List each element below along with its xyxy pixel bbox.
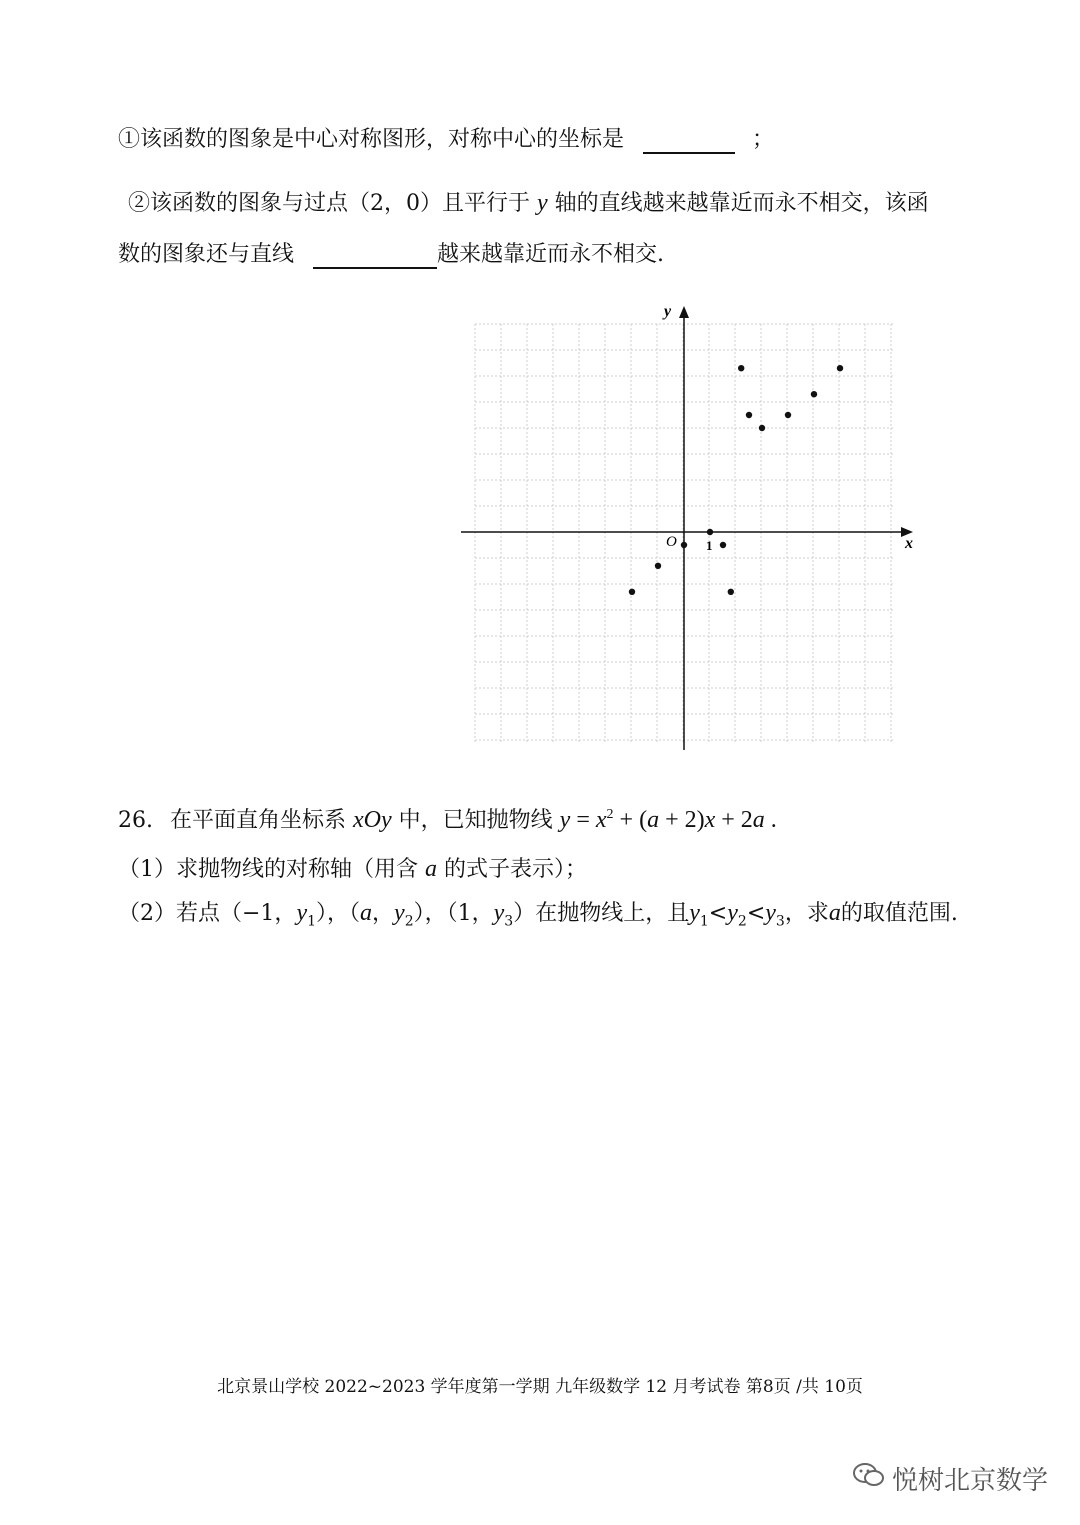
data-point-5 xyxy=(720,542,726,548)
x-axis-label: x xyxy=(905,535,913,552)
q26-intro-var: xOy xyxy=(353,807,392,833)
watermark-text: 悦树北京数学 xyxy=(891,1466,1048,1496)
q26-ineq-y1: y xyxy=(689,900,700,926)
axes xyxy=(461,306,913,750)
q25-item2-part1: ②该函数的图象与过点（2，0）且平行于 xyxy=(128,191,530,216)
watermark xyxy=(852,1460,1048,1497)
data-point-12 xyxy=(837,365,843,371)
q26-part1 xyxy=(118,852,587,883)
q26-part2-b: ），（ xyxy=(316,901,361,926)
eq-x2: x xyxy=(704,807,716,833)
data-point-4 xyxy=(707,529,713,535)
q25-item1-prefix: ①该函数的图象是中心对称图形，对称中心的坐标是 xyxy=(118,127,625,152)
eq-rest2: + 2) xyxy=(659,807,705,833)
q26-ineq-s1: 1 xyxy=(699,913,709,930)
q26-part2-avar2: a xyxy=(828,900,841,926)
q25-item2-part2: 轴的直线越来越靠近而永不相交，该函 xyxy=(554,191,929,216)
q26-part2-d: ），（1， xyxy=(413,901,494,926)
q26-part2-y2: y xyxy=(394,900,405,926)
page-footer: 北京景山学校 2022~2023 学年度第一学期 九年级数学 12 月考试卷 第8页 /共 10页 xyxy=(217,1377,863,1397)
q26-ineq-lt2: < xyxy=(746,901,766,926)
eq-exp: 2 xyxy=(606,807,614,822)
q26-ineq-lt1: < xyxy=(708,901,728,926)
parabola-equation xyxy=(560,807,777,833)
data-point-2 xyxy=(655,563,661,569)
q26-intro xyxy=(118,803,777,834)
q26-ineq-s3: 3 xyxy=(775,913,785,930)
data-point-10 xyxy=(785,412,791,418)
q26-part2-avar: a xyxy=(360,900,373,926)
data-point-11 xyxy=(811,391,817,397)
q26-part2-s1: 1 xyxy=(307,913,317,930)
y-axis-label: y xyxy=(664,303,672,320)
answer-blank-2 xyxy=(313,242,437,269)
data-point-3 xyxy=(681,542,687,548)
q25-item2-line2 xyxy=(118,237,664,269)
eq-rest1: + ( xyxy=(613,807,648,833)
q25-item1-suffix: ； xyxy=(752,127,775,152)
q26-part2-g: 的取值范围. xyxy=(840,901,958,926)
coordinate-graph xyxy=(455,298,925,758)
q25-item2 xyxy=(128,186,929,217)
q26-ineq-y3: y xyxy=(765,900,776,926)
eq-y: y xyxy=(559,807,571,833)
q26-part2-e: ）在抛物线上，且 xyxy=(513,901,690,926)
data-point-1 xyxy=(629,589,635,595)
origin-label: O xyxy=(666,534,677,550)
q26-intro-mid: 中，已知抛物线 xyxy=(398,808,553,833)
q25-item2-line2-prefix: 数的图象还与直线 xyxy=(118,242,295,267)
eq-a2: a xyxy=(752,807,765,833)
eq-eq: = xyxy=(570,807,596,833)
q26-part2-f: ，求 xyxy=(784,901,829,926)
q26-part1-suffix: 的式子表示）； xyxy=(444,857,588,882)
q25-item2-var: y xyxy=(537,190,548,216)
y-axis-arrow xyxy=(679,306,689,318)
q26-part1-prefix: （1）求抛物线的对称轴（用含 xyxy=(118,857,418,882)
data-point-9 xyxy=(759,425,765,431)
eq-x: x xyxy=(595,807,607,833)
q26-part2-s3: 3 xyxy=(504,913,514,930)
q26-part2-c: ， xyxy=(372,901,395,926)
data-point-6 xyxy=(728,589,734,595)
q26-number: 26. xyxy=(118,808,153,833)
wechat-icon xyxy=(852,1461,886,1496)
q26-part2-y1: y xyxy=(296,900,308,926)
data-point-7 xyxy=(738,365,744,371)
q26-part2-y3: y xyxy=(493,900,505,926)
q26-part2-a: （2）若点（−1， xyxy=(118,901,297,926)
answer-blank-1 xyxy=(643,127,735,154)
q26-part2-s2: 2 xyxy=(404,913,414,930)
eq-a1: a xyxy=(647,807,660,833)
eq-end: . xyxy=(764,807,777,833)
q25-item2-line2-suffix: 越来越靠近而永不相交. xyxy=(437,242,665,267)
q26-part1-var: a xyxy=(425,856,437,882)
eq-rest3: + 2 xyxy=(715,807,753,833)
q26-part2 xyxy=(118,896,958,929)
q26-ineq-s2: 2 xyxy=(737,913,747,930)
q25-item1 xyxy=(118,122,774,154)
q26-intro-prefix: 在平面直角坐标系 xyxy=(170,808,347,833)
q26-ineq-y2: y xyxy=(727,900,738,926)
data-point-8 xyxy=(746,412,752,418)
tick-label-x-1: 1 xyxy=(706,538,713,553)
